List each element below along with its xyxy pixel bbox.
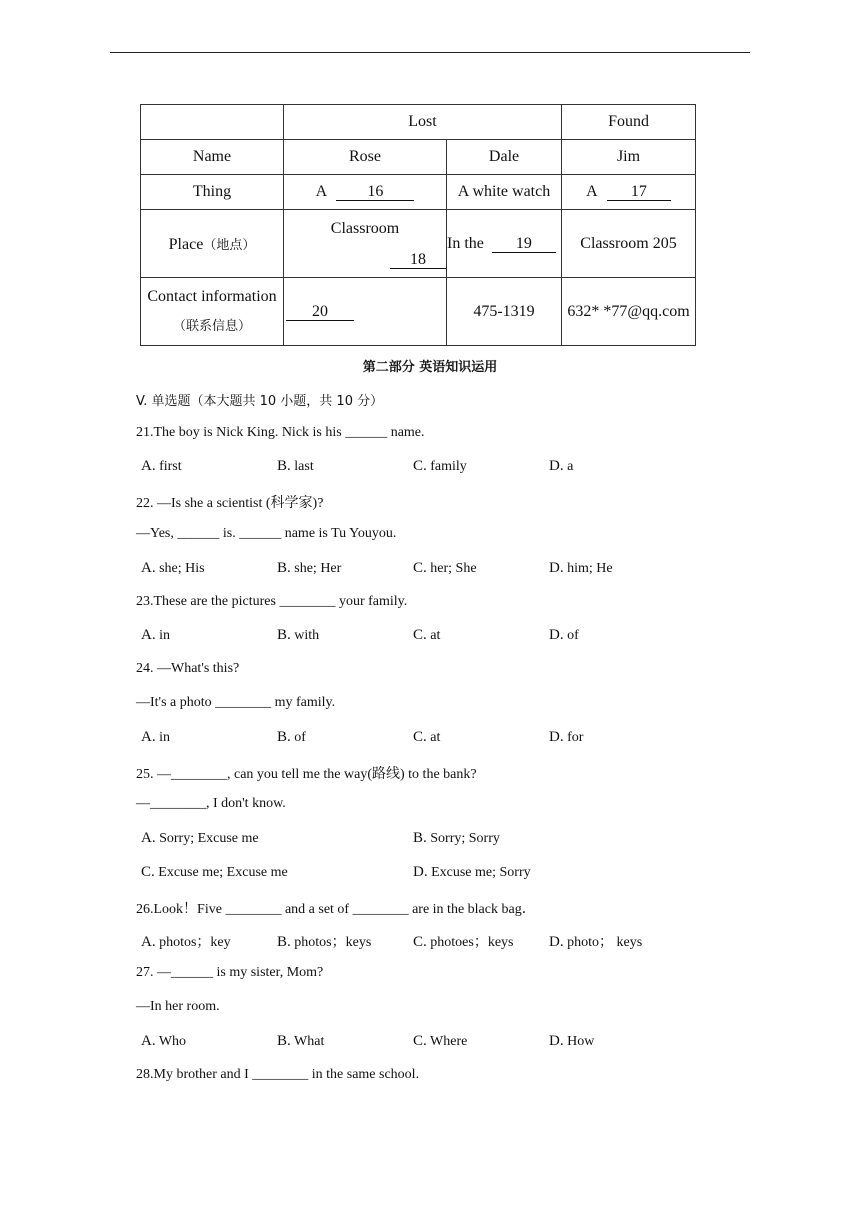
question-24-line2: —It's a photo ________ my family. [136, 695, 336, 710]
option-text: at [430, 628, 441, 643]
option-text: with [294, 628, 320, 643]
option-letter: C. [413, 627, 427, 643]
option-letter: D. [549, 1033, 564, 1049]
option-27-c[interactable] [413, 1033, 467, 1050]
question-26: 26.Look！Five ________ and a set of ________ are in the black bag． [136, 902, 536, 917]
option-text: photoes；keys [430, 935, 514, 950]
option-22-d[interactable] [549, 560, 613, 577]
header-lost: Lost [284, 105, 562, 140]
option-27-a[interactable] [141, 1033, 186, 1050]
question-25-line2: —________, I don't know. [136, 796, 286, 811]
option-21-c[interactable] [413, 458, 467, 475]
option-23-b[interactable] [277, 627, 319, 644]
option-text: she; His [159, 561, 205, 576]
option-text: her; She [430, 561, 477, 576]
option-text: Excuse me; Excuse me [158, 865, 288, 880]
classroom-text: Classroom [330, 220, 400, 237]
prefix: A [586, 183, 597, 200]
option-letter: A. [141, 560, 156, 576]
option-letter: A. [141, 1033, 156, 1049]
blank-17[interactable]: 17 [607, 184, 671, 201]
option-text: What [294, 1034, 325, 1049]
option-text: photos；keys [294, 935, 372, 950]
cell-dale-place [447, 210, 562, 278]
cell-jim-name: Jim [562, 140, 696, 175]
option-letter: B. [413, 830, 427, 846]
option-letter: D. [549, 934, 564, 950]
option-letter: A. [141, 458, 156, 474]
option-letter: D. [549, 627, 564, 643]
blank-19[interactable]: 19 [492, 236, 556, 253]
question-27: 27. —______ is my sister, Mom? [136, 965, 324, 980]
cell-dale-name: Dale [447, 140, 562, 175]
place-label: Place [168, 235, 204, 253]
contact-label: Contact information [147, 287, 277, 305]
question-22: 22. —Is she a scientist (科学家)? [136, 496, 324, 511]
option-text: Excuse me; Sorry [431, 865, 531, 880]
question-21: 21.The boy is Nick King. Nick is his ______ name. [136, 425, 425, 440]
option-22-a[interactable] [141, 560, 205, 577]
section-title: 第二部分 英语知识运用 [362, 360, 498, 375]
option-letter: C. [413, 458, 427, 474]
option-27-d[interactable] [549, 1033, 594, 1050]
option-text: family [430, 459, 467, 474]
prefix: A [315, 183, 327, 200]
header-found: Found [562, 105, 696, 140]
option-letter: C. [141, 864, 155, 880]
option-26-d[interactable] [549, 931, 642, 951]
option-letter: C. [413, 1033, 427, 1049]
question-23: 23.These are the pictures ________ your family. [136, 594, 408, 609]
option-text: photo； keys [567, 935, 643, 950]
option-22-c[interactable] [413, 560, 477, 577]
option-text: him; He [567, 561, 613, 576]
option-text: How [567, 1034, 595, 1049]
blank-16[interactable]: 16 [336, 184, 414, 201]
option-letter: D. [413, 864, 428, 880]
row-label: Name [141, 140, 284, 175]
cell-rose-place [284, 210, 447, 278]
cell-rose-thing [284, 175, 447, 210]
table-row-contact [141, 278, 696, 346]
option-24-a[interactable] [141, 729, 170, 746]
option-text: first [159, 459, 182, 474]
option-25-a[interactable] [141, 830, 259, 847]
option-text: Where [430, 1034, 468, 1049]
option-23-a[interactable] [141, 627, 170, 644]
table-row-place [141, 210, 696, 278]
option-letter: A. [141, 934, 156, 950]
prefix: In the [447, 234, 484, 252]
option-letter: D. [549, 729, 564, 745]
option-24-c[interactable] [413, 729, 440, 746]
row-label [141, 278, 284, 346]
row-label: Thing [141, 175, 284, 210]
part-title: V. 单选题（本大题共 10 小题，共 10 分） [136, 394, 384, 409]
cell-dale-contact: 475-1319 [447, 278, 562, 346]
option-letter: B. [277, 934, 291, 950]
option-text: she; Her [294, 561, 342, 576]
option-23-c[interactable] [413, 627, 440, 644]
option-21-a[interactable] [141, 458, 182, 475]
place-label-cn: （地点） [203, 237, 256, 253]
cell-rose-contact [284, 278, 447, 346]
blank-20[interactable]: 20 [286, 304, 354, 321]
option-24-b[interactable] [277, 729, 306, 746]
option-26-c[interactable] [413, 931, 513, 951]
option-text: last [294, 459, 314, 474]
option-letter: C. [413, 729, 427, 745]
cell-rose-name: Rose [284, 140, 447, 175]
cell-jim-place: Classroom 205 [562, 210, 696, 278]
option-text: in [159, 628, 170, 643]
option-text: of [294, 730, 306, 745]
table-row-thing [141, 175, 696, 210]
option-letter: D. [549, 560, 564, 576]
cell-dale-thing: A white watch [447, 175, 562, 210]
option-letter: C. [413, 560, 427, 576]
option-letter: A. [141, 830, 156, 846]
option-25-b[interactable] [413, 830, 500, 847]
option-25-c[interactable] [141, 864, 288, 881]
option-letter: B. [277, 627, 291, 643]
option-letter: B. [277, 729, 291, 745]
blank-18[interactable]: 18 [390, 252, 446, 269]
question-28: 28.My brother and I ________ in the same school. [136, 1067, 420, 1082]
table-corner-cell [141, 105, 284, 140]
option-letter: A. [141, 729, 156, 745]
option-24-d[interactable] [549, 729, 583, 746]
option-26-a[interactable] [141, 931, 231, 951]
option-25-d[interactable] [413, 864, 531, 881]
lost-found-table [140, 104, 696, 346]
option-text: Who [158, 1034, 187, 1049]
option-text: in [159, 730, 170, 745]
option-text: a [567, 459, 574, 474]
question-25: 25. —________, can you tell me the way(路线) to the bank? [136, 767, 477, 782]
option-text: at [430, 730, 441, 745]
option-letter: B. [277, 458, 291, 474]
question-22-line2: —Yes, ______ is. ______ name is Tu Youyou. [136, 526, 397, 541]
table-header-row [141, 105, 696, 140]
option-text: Sorry; Excuse me [159, 831, 259, 846]
option-text: of [567, 628, 579, 643]
row-label [141, 210, 284, 278]
question-24: 24. —What's this? [136, 661, 240, 676]
option-22-b[interactable] [277, 560, 341, 577]
cell-jim-contact: 632* *77@qq.com [562, 278, 696, 346]
table-row-name [141, 140, 696, 175]
option-letter: C. [413, 934, 427, 950]
option-letter: B. [277, 1033, 291, 1049]
option-26-b[interactable] [277, 931, 371, 951]
question-27-line2: —In her room. [136, 999, 220, 1014]
contact-label-cn: （联系信息） [172, 318, 251, 334]
option-21-b[interactable] [277, 458, 314, 475]
option-text: for [567, 730, 584, 745]
option-text: photos；key [159, 935, 231, 950]
option-letter: A. [141, 627, 156, 643]
option-23-d[interactable] [549, 627, 579, 644]
top-rule [110, 52, 750, 53]
option-letter: B. [277, 560, 291, 576]
option-27-b[interactable] [277, 1033, 324, 1050]
option-letter: D. [549, 458, 564, 474]
cell-jim-thing [562, 175, 696, 210]
option-21-d[interactable] [549, 458, 573, 475]
option-text: Sorry; Sorry [430, 831, 500, 846]
